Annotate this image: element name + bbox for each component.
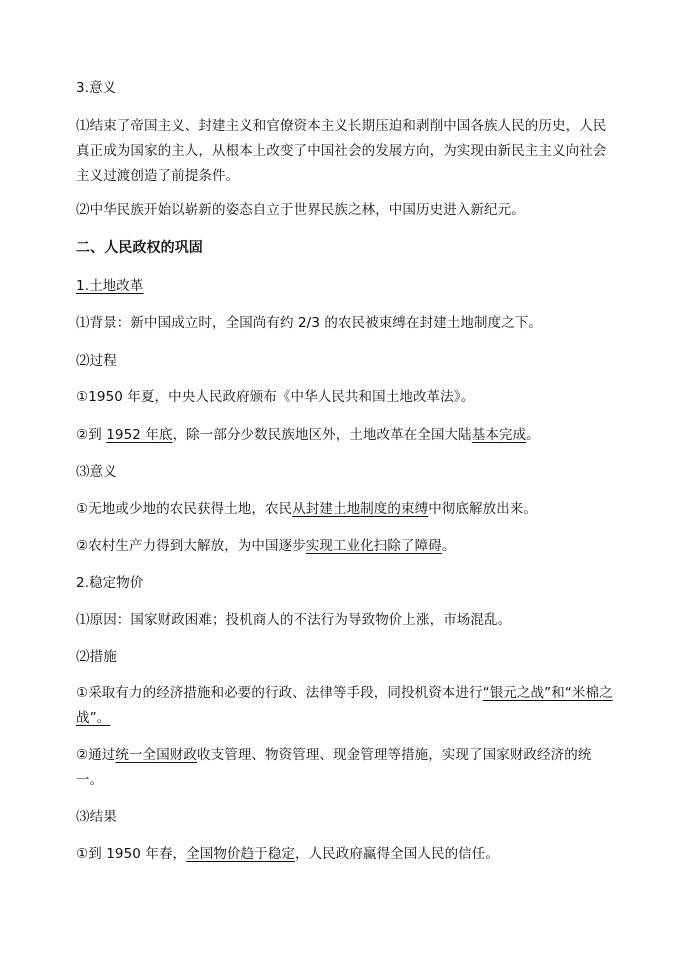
land-reform-meaning-1 <box>76 497 616 521</box>
text-segment: ①到 1950 年春， <box>76 846 187 862</box>
land-reform-process-title: ⑵过程 <box>76 353 117 369</box>
stabilize-prices-result-title: ⑶结果 <box>76 809 117 825</box>
land-reform-process-2 <box>76 423 616 447</box>
land-reform-meaning-title: ⑶意义 <box>76 464 117 480</box>
text-segment: ②通过 <box>76 747 116 763</box>
text-segment: 。 <box>441 538 456 554</box>
stabilize-prices-title: 2.稳定物价 <box>76 575 144 591</box>
underlined-term: 基本完成 <box>471 427 527 443</box>
text-segment: 收支管理、物资管理、现金管理等措施，实现了国家财政经济的统一。 <box>76 747 592 788</box>
land-reform-meaning-2 <box>76 534 616 558</box>
stabilize-prices-measure-2 <box>76 743 616 793</box>
underlined-term: 全国物价趋于稳定 <box>186 846 295 862</box>
text-segment: ②农村生产力得到大解放，为中国逐步 <box>76 538 306 554</box>
stabilize-prices-result-1 <box>76 842 616 866</box>
section-heading-consolidation: 二、人民政权的巩固 <box>76 240 203 256</box>
stabilize-prices-measures-title: ⑵措施 <box>76 649 117 665</box>
text-segment: 。 <box>526 427 540 443</box>
underlined-term: 实现工业化扫除了障碍 <box>305 538 442 554</box>
stabilize-prices-cause: ⑴原因：国家财政困难；投机商人的不法行为导致物价上涨，市场混乱。 <box>76 612 512 628</box>
text-segment: ①采取有力的经济措施和必要的行政、法律等手段，同投机资本进行 <box>76 685 483 701</box>
land-reform-title-text: 1.土地改革 <box>76 278 144 294</box>
text-segment: ②到 <box>76 427 107 443</box>
meaning-paragraph-1: ⑴结束了帝国主义、封建主义和官僚资本主义长期压迫和剥削中国各族人民的历史，人民真正成为国家的主人，从根本上改变了中国社会的发展方向，为实现由新民主主义向社会主义过渡创造了前提条件。 <box>76 118 607 184</box>
underlined-term: 统一全国财政 <box>115 747 198 763</box>
underlined-term: 从封建土地制度的束缚 <box>292 501 429 517</box>
land-reform-title <box>76 274 616 298</box>
underlined-term: “银元之战”和“米棉之战”。 <box>76 685 613 726</box>
stabilize-prices-measure-1 <box>76 681 616 731</box>
text-segment: ，除一部分少数民族地区外，土地改革在全国大陆 <box>172 427 472 443</box>
underlined-term: 1952 年底 <box>106 427 173 443</box>
text-segment: 中彻底解放出来。 <box>428 501 538 517</box>
meaning-paragraph-2: ⑵中华民族开始以崭新的姿态自立于世界民族之林，中国历史进入新纪元。 <box>76 202 525 218</box>
land-reform-process-1: ①1950 年夏，中央人民政府颁布《中华人民共和国土地改革法》。 <box>76 389 475 405</box>
land-reform-background: ⑴背景：新中国成立时，全国尚有约 2/3 的农民被束缚在封建土地制度之下。 <box>76 315 543 331</box>
text-segment: ①无地或少地的农民获得土地，农民 <box>76 501 293 517</box>
text-segment: ，人民政府赢得全国人民的信任。 <box>294 846 499 862</box>
section-3-title: 3.意义 <box>76 80 117 96</box>
